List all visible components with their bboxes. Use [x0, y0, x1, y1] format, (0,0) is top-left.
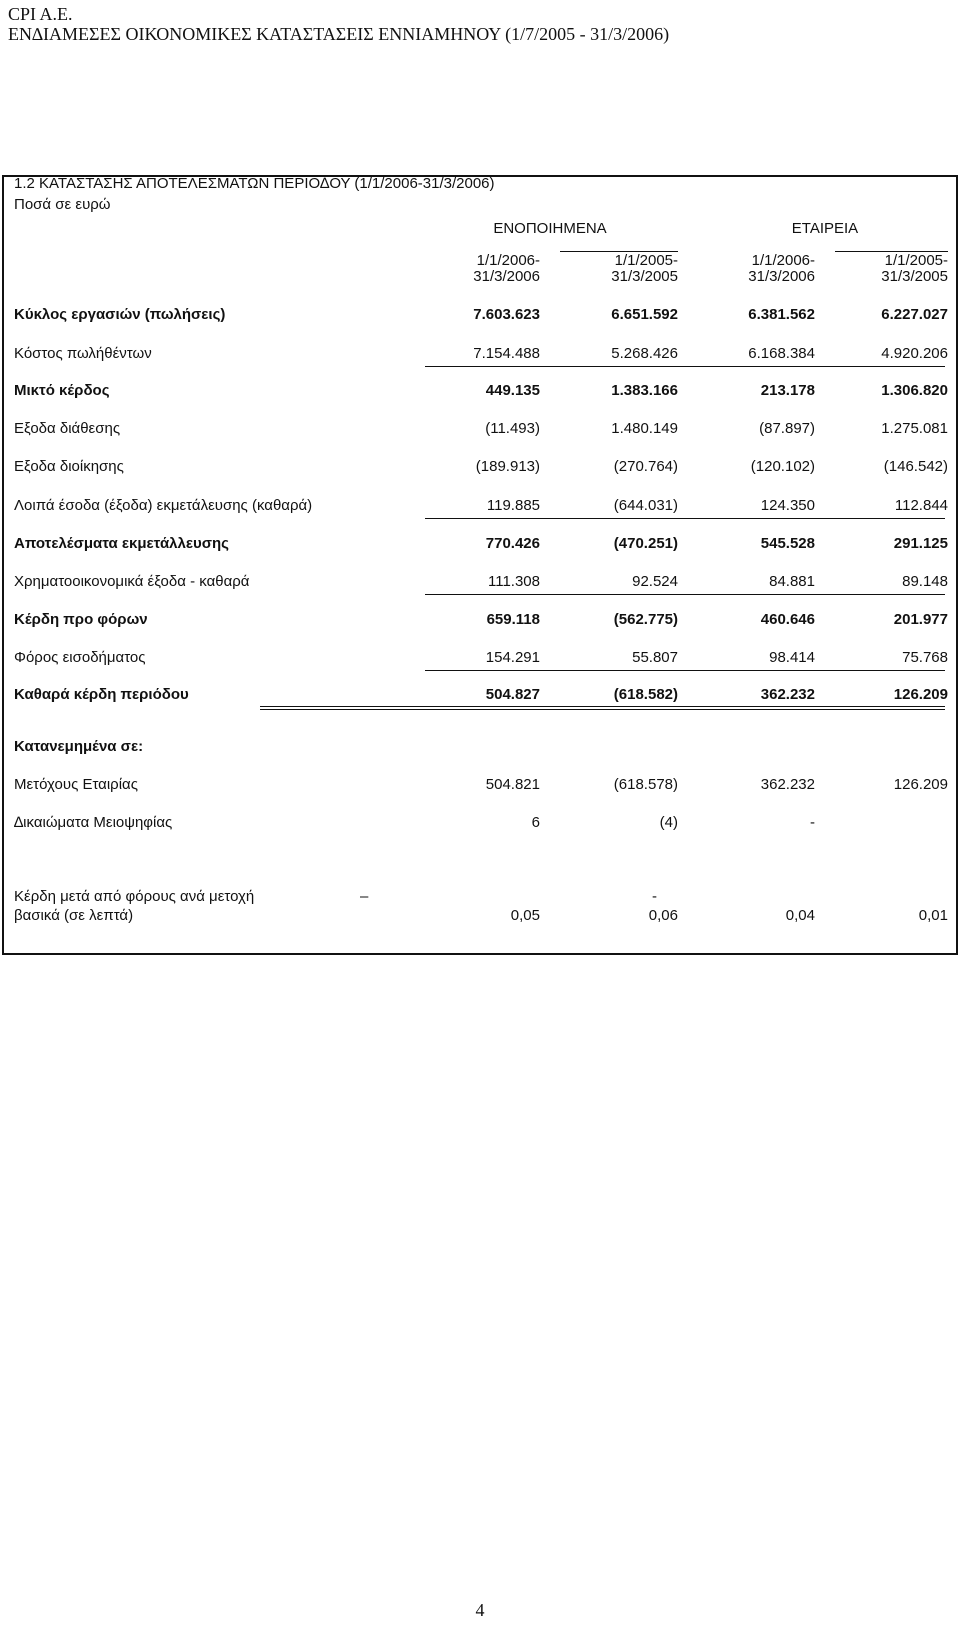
- row-label-shareholders: Μετόχους Εταιρίας: [14, 776, 138, 793]
- row-value: 504.827: [485, 686, 540, 703]
- row-label-net-profit: Καθαρά κέρδη περιόδου: [14, 686, 189, 703]
- row-value: 92.524: [632, 573, 678, 590]
- row-value: 449.135: [485, 382, 540, 399]
- row-value: (87.897): [759, 420, 815, 437]
- eps-value: 0,06: [648, 907, 678, 924]
- row-label-gross-profit: Μικτό κέρδος: [14, 382, 110, 399]
- row-value: (618.578): [613, 776, 678, 793]
- period-4-overline: [835, 251, 948, 252]
- row-value: (4): [659, 814, 678, 831]
- row-value: 4.920.206: [881, 345, 948, 362]
- row-label-cost-of-sales: Κόστος πωλήθέντων: [14, 345, 152, 362]
- row-value: 7.154.488: [473, 345, 540, 362]
- row-value: (11.493): [485, 420, 540, 437]
- period-3-to: 31/3/2006: [748, 268, 815, 285]
- row-value: 1.480.149: [611, 420, 678, 437]
- row-value: 460.646: [760, 611, 815, 628]
- distribution-title: Κατανεμημένα σε:: [14, 738, 144, 755]
- subtotal-rule: [425, 670, 945, 671]
- row-value: 5.268.426: [611, 345, 678, 362]
- row-value: 659.118: [486, 611, 540, 628]
- row-value: 201.977: [893, 611, 948, 628]
- row-value: 126.209: [893, 686, 948, 703]
- subtotal-rule: [425, 366, 945, 367]
- period-4-from: 1/1/2005-: [884, 252, 948, 269]
- row-value: 124.350: [760, 497, 815, 514]
- row-value: 362.232: [760, 686, 815, 703]
- period-1-to: 31/3/2006: [473, 268, 540, 285]
- row-value: (189.913): [475, 458, 540, 475]
- eps-label-line1: Κέρδη μετά από φόρους ανά μετοχή: [14, 888, 255, 905]
- row-value: 126.209: [893, 776, 948, 793]
- report-subtitle: ΕΝ∆ΙΑΜΕΣΕΣ ΟΙΚΟΝΟΜΙΚΕΣ ΚΑΤΑΣΤΑΣΕΙΣ ΕΝΝΙΑΜΗΝΟΥ (1/7/2005 - 31/3/2006): [8, 24, 670, 44]
- row-value: 545.528: [760, 535, 815, 552]
- eps-value: 0,05: [510, 907, 540, 924]
- period-3-from: 1/1/2006-: [751, 252, 815, 269]
- statement-title: 1.2 ΚΑΤΑΣΤΑΣΗΣ ΑΠΟΤΕΛΕΣΜΑΤΩΝ ΠΕΡΙΟ∆ΟΥ (1/1/2006-31/3/2006): [14, 175, 495, 192]
- row-value: 1.275.081: [881, 420, 948, 437]
- row-value: 55.807: [632, 649, 678, 666]
- row-value: 6.381.562: [748, 306, 815, 323]
- eps-dash: -: [652, 888, 657, 905]
- row-label-minority-interest: ∆ικαιώματα Μειοψηφίας: [14, 814, 173, 831]
- row-value: 111.308: [488, 573, 540, 590]
- period-2-from: 1/1/2005-: [614, 252, 678, 269]
- row-value: 6.168.384: [748, 345, 815, 362]
- row-value: 7.603.623: [473, 306, 540, 323]
- row-value: 291.125: [893, 535, 948, 552]
- row-label-turnover: Κύκλος εργασιών (πωλήσεις): [14, 306, 226, 323]
- eps-dash: –: [360, 888, 369, 905]
- eps-value: 0,01: [918, 907, 948, 924]
- row-value: 6.651.592: [611, 306, 678, 323]
- subtotal-rule: [425, 518, 945, 519]
- row-value: 1.383.166: [611, 382, 678, 399]
- row-label-other-income: Λοιπά έσοδα (έξοδα) εκμετάλευσης (καθαρά): [14, 497, 313, 514]
- period-2-overline: [560, 251, 678, 252]
- period-2-to: 31/3/2005: [611, 268, 678, 285]
- eps-label-line2: βασικά (σε λεπτά): [14, 907, 134, 924]
- row-value: 84.881: [769, 573, 815, 590]
- row-value: (618.582): [613, 686, 678, 703]
- row-label-profit-before-tax: Κέρδη προ φόρων: [14, 611, 148, 628]
- row-value: (562.775): [613, 611, 678, 628]
- row-value: (644.031): [613, 497, 678, 514]
- row-value: 154.291: [485, 649, 540, 666]
- currency-note: Ποσά σε ευρώ: [14, 196, 111, 213]
- row-label-selling-expenses: Εξοδα διάθεσης: [14, 420, 121, 437]
- row-value: 504.821: [485, 776, 540, 793]
- total-double-rule-bottom: [260, 709, 945, 710]
- row-value: (146.542): [883, 458, 948, 475]
- row-value: 112.844: [894, 497, 948, 514]
- subtotal-rule: [425, 594, 945, 595]
- row-value: -: [810, 814, 815, 831]
- group-company-header: ΕΤΑΙΡΕΙΑ: [791, 220, 859, 237]
- row-label-operating-result: Αποτελέσματα εκμετάλλευσης: [14, 535, 229, 552]
- eps-value: 0,04: [785, 907, 815, 924]
- row-value: 362.232: [760, 776, 815, 793]
- income-statement-box: [2, 175, 958, 955]
- row-value: 98.414: [769, 649, 815, 666]
- total-double-rule-top: [260, 706, 945, 707]
- row-value: 770.426: [485, 535, 540, 552]
- row-label-income-tax: Φόρος εισοδήματος: [14, 649, 146, 666]
- row-value: (270.764): [613, 458, 678, 475]
- row-label-finance-costs: Χρηματοοικονομικά έξοδα - καθαρά: [14, 573, 250, 590]
- row-value: 6.227.027: [881, 306, 948, 323]
- row-value: 89.148: [902, 573, 948, 590]
- row-value: (470.251): [613, 535, 678, 552]
- row-value: 119.885: [486, 497, 540, 514]
- row-value: 6: [531, 814, 540, 831]
- page-number: 4: [475, 1600, 485, 1620]
- company-name: CPI A.E.: [8, 4, 73, 24]
- row-value: 1.306.820: [881, 382, 948, 399]
- period-4-to: 31/3/2005: [881, 268, 948, 285]
- row-label-admin-expenses: Εξοδα διοίκησης: [14, 458, 124, 475]
- group-consolidated-header: ΕΝΟΠΟΙΗΜΕΝΑ: [493, 220, 607, 237]
- row-value: 213.178: [760, 382, 815, 399]
- row-value: (120.102): [750, 458, 815, 475]
- row-value: 75.768: [902, 649, 948, 666]
- period-1-from: 1/1/2006-: [476, 252, 540, 269]
